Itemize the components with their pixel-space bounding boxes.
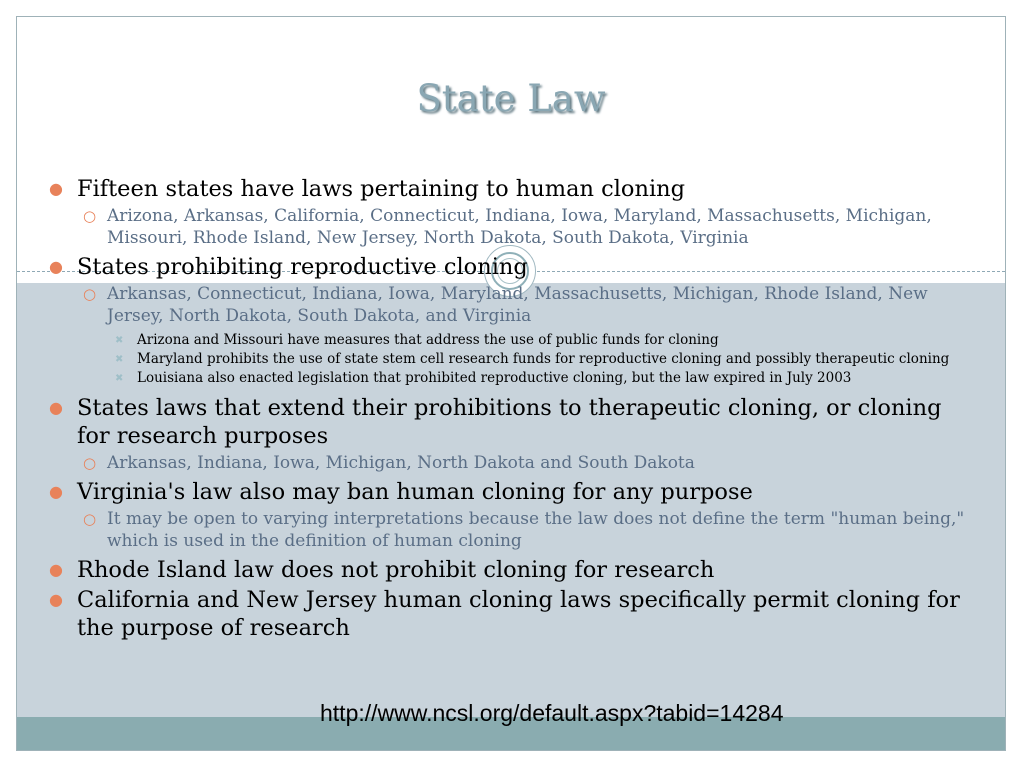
sub-sub-bullet-text: Louisiana also enacted legislation that prohibited reproductive cloning, but the law expired in July 2003 bbox=[137, 370, 852, 386]
sub-sub-bullet-item bbox=[49, 369, 979, 388]
bullet-icon: ● bbox=[49, 590, 63, 609]
sub-bullet-text: It may be open to varying interpretations because the law does not define the term "human being," which is used in the definition of human cloning bbox=[107, 509, 965, 551]
bullet-text: Rhode Island law does not prohibit cloning for research bbox=[77, 557, 715, 583]
bullet-list bbox=[49, 175, 979, 644]
bullet-icon: ● bbox=[49, 257, 63, 276]
source-url: http://www.ncsl.org/default.aspx?tabid=14284 bbox=[320, 700, 784, 726]
ring-bullet-icon: ○ bbox=[83, 510, 97, 528]
sub-sub-bullet-item bbox=[49, 331, 979, 350]
bullet-item bbox=[49, 175, 979, 203]
bullet-item bbox=[49, 586, 979, 642]
sub-bullet-text: Arkansas, Connecticut, Indiana, Iowa, Maryland, Massachusetts, Michigan, Rhode Island, New Jersey, North Dakota, South Dakota, and Virginia bbox=[107, 284, 928, 326]
ring-bullet-icon: ○ bbox=[83, 207, 97, 225]
bullet-text: Fifteen states have laws pertaining to human cloning bbox=[77, 176, 686, 202]
bullet-icon: ● bbox=[49, 398, 63, 417]
bullet-text: States laws that extend their prohibitions to therapeutic cloning, or cloning for research purposes bbox=[77, 395, 942, 449]
sub-bullet-item bbox=[49, 452, 979, 474]
bullet-icon: ● bbox=[49, 482, 63, 501]
ring-bullet-icon: ○ bbox=[83, 454, 97, 472]
bullet-icon: ● bbox=[49, 179, 63, 198]
slide-title: State Law bbox=[416, 77, 606, 120]
sub-sub-bullet-text: Maryland prohibits the use of state stem cell research funds for reproductive cloning and possibly therapeutic cloning bbox=[137, 351, 950, 367]
cross-bullet-icon: ✖ bbox=[115, 335, 124, 346]
sub-bullet-item bbox=[49, 508, 979, 552]
bullet-item bbox=[49, 253, 979, 281]
sub-bullet-text: Arkansas, Indiana, Iowa, Michigan, North Dakota and South Dakota bbox=[107, 453, 695, 473]
sub-bullet-item bbox=[49, 283, 979, 327]
cross-bullet-icon: ✖ bbox=[115, 373, 124, 384]
sub-sub-bullet-text: Arizona and Missouri have measures that address the use of public funds for cloning bbox=[137, 332, 719, 348]
bullet-item bbox=[49, 394, 979, 450]
cross-bullet-icon: ✖ bbox=[115, 354, 124, 365]
slide bbox=[16, 16, 1006, 751]
bullet-text: States prohibiting reproductive cloning bbox=[77, 254, 528, 280]
sub-bullet-item bbox=[49, 205, 979, 249]
bullet-item bbox=[49, 556, 979, 584]
sub-sub-bullet-item bbox=[49, 350, 979, 369]
bullet-text: California and New Jersey human cloning laws specifically permit cloning for the purpose of research bbox=[77, 587, 960, 641]
ring-bullet-icon: ○ bbox=[83, 285, 97, 303]
bullet-icon: ● bbox=[49, 560, 63, 579]
bullet-item bbox=[49, 478, 979, 506]
bullet-text: Virginia's law also may ban human cloning for any purpose bbox=[77, 479, 753, 505]
sub-bullet-text: Arizona, Arkansas, California, Connecticut, Indiana, Iowa, Maryland, Massachusetts, Michigan, Missouri, Rhode Island, New Jersey, North Dakota, South Dakota, Virginia bbox=[107, 206, 932, 248]
